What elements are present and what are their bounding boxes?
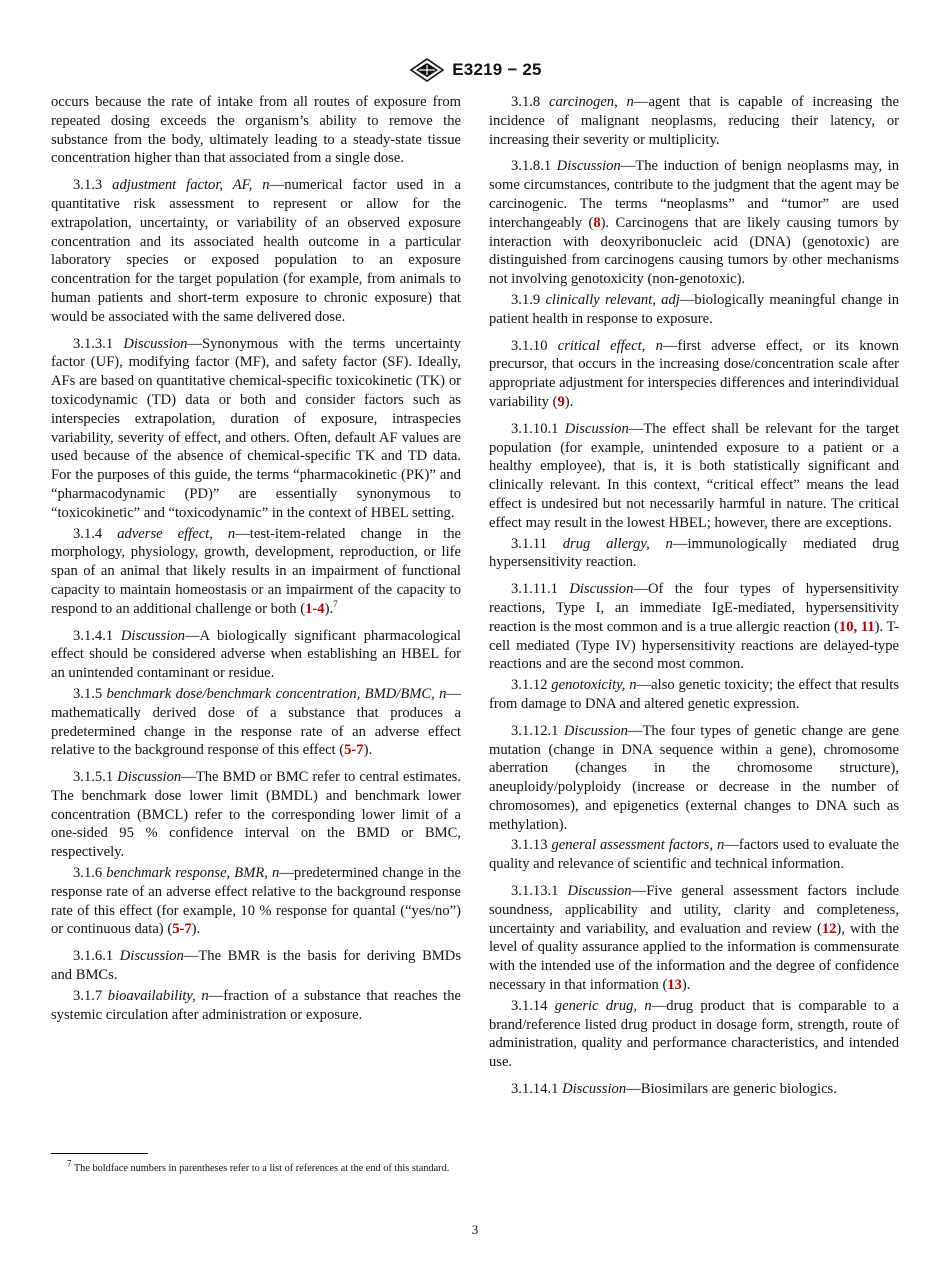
paragraph-text: 3.1.10.1 <box>511 420 565 437</box>
term-name: Discussion <box>556 158 621 175</box>
term-name: Discussion <box>569 581 634 598</box>
paragraph-text: 3.1.4 <box>73 525 118 542</box>
paragraph <box>489 836 899 874</box>
term-name: Discussion <box>564 420 629 437</box>
reference-citation: 13 <box>667 977 682 994</box>
paragraph-text: —immunologically mediated drug hypersensitivity reaction. <box>489 535 899 571</box>
paragraph-text: ), with the level of quality assurance applied to the information is commensurate with the intended use of the information and the degree of confidence necessary in that information ( <box>489 920 899 994</box>
term-name: Discussion <box>119 948 184 965</box>
paragraph <box>489 93 899 149</box>
paragraph <box>51 525 461 619</box>
standard-designation: E3219 − 25 <box>452 60 542 79</box>
reference-citation: 5-7 <box>344 742 364 759</box>
left-column <box>51 93 461 1032</box>
footnote-marker: 7 <box>67 1158 72 1169</box>
paragraph <box>51 93 461 168</box>
paragraph-text: 3.1.9 <box>511 291 546 308</box>
footnote-reference: 7 <box>333 598 338 609</box>
paragraph <box>489 722 899 835</box>
paragraph <box>51 864 461 939</box>
paragraph-text: —Five general assessment factors include soundness, applicability and utility, clarity and completeness, uncertainty and variability, and evaluation and review ( <box>489 883 899 937</box>
paragraph <box>489 535 899 573</box>
paragraph-text: —The BMR is the basis for deriving BMDs and BMCs. <box>51 948 461 984</box>
paragraph-text: —mathematically derived dose of a substance that produces a predetermined change in the response rate of an adverse effect relative to the background response of this effect ( <box>51 685 461 759</box>
term-name: clinically relevant, adj <box>545 291 680 308</box>
paragraph-text: 3.1.5.1 <box>73 769 118 786</box>
paragraph-text: 3.1.13 <box>511 837 552 854</box>
paragraph-text: ). T-cell mediated (Type IV) hypersensitivity reactions are delayed-type reactions and are the second most common. <box>489 618 899 673</box>
paragraph-text: —Biosimilars are generic biologics. <box>626 1081 837 1098</box>
paragraph-text: ). <box>191 921 201 938</box>
paragraph-text: 3.1.6.1 <box>73 948 120 965</box>
reference-citation: 8 <box>593 214 601 231</box>
paragraph-text: —The four types of genetic change are gene mutation (change in DNA sequence within a gene), chromosome aberration (changes in the chromosome structure), aneuploidy/polyploidy (increase or decrease in the number of chromosomes), and epigenetics (external changes to DNA such as methylation). <box>489 722 900 833</box>
paragraph-text: —biologically meaningful change in patient health in response to exposure. <box>489 291 899 327</box>
footnote-text: The boldface numbers in parentheses refer to a list of references at the end of this standard. <box>73 1163 450 1174</box>
paragraph-text: —The effect shall be relevant for the target population (for example, unintended exposure to a patient or a healthy employee), that is, it is both statistically significant and clinically relevant. In this context, “critical effect” means the lead effect is undesired but not necessarily harmful in nature. The critical effect may result in the lowest HBEL; however, there are exceptions. <box>489 420 899 531</box>
paragraph <box>489 1080 899 1099</box>
paragraph <box>51 987 461 1025</box>
paragraph-text: occurs because the rate of intake from all routes of exposure from repeated dosing exceeds the organism’s ability to remove the substance from the body, ultimately leading to a steady-state tissue concentration higher than that associated from a single dose. <box>51 94 461 167</box>
term-name: general assessment factors, n <box>551 837 725 854</box>
paragraph <box>489 997 899 1072</box>
reference-citation: 9 <box>557 393 565 410</box>
page-header <box>0 56 950 84</box>
paragraph-text: 3.1.4.1 <box>73 627 121 644</box>
paragraph-text: —A biologically significant pharmacological effect should be considered adverse when establishing an HBEL for an unintended contaminant or residue. <box>51 627 461 682</box>
paragraph-text: —predetermined change in the response rate of an adverse effect relative to the background response rate of this effect (for example, 10 % response for quantal (“yes/no”) or continuous data) ( <box>51 865 461 938</box>
term-name: Discussion <box>567 883 632 900</box>
paragraph-text: —agent that is capable of increasing the incidence of malignant neoplasms, reducing their latency, or increasing their severity or multiplicity. <box>489 94 899 148</box>
paragraph <box>489 157 899 289</box>
paragraph-text: —first adverse effect, or its known precursor, that occurs in the increasing dose/concentration scale after appropriate adjustment for interspecies differences and interindividual variability ( <box>489 337 899 410</box>
paragraph-text: 3.1.14.1 <box>511 1081 563 1098</box>
paragraph <box>51 947 461 985</box>
footnote <box>51 1158 461 1176</box>
paragraph-text: ). <box>681 977 691 994</box>
paragraph-text: 3.1.3 <box>73 177 113 194</box>
paragraph-text: 3.1.6 <box>73 865 107 882</box>
paragraph-text: —drug product that is comparable to a brand/reference listed drug product in dosage form, strength, route of administration, quality and performance characteristics, and intended use. <box>489 997 899 1071</box>
reference-citation: 12 <box>821 920 837 937</box>
paragraph-text: ). <box>564 393 574 410</box>
paragraph-text: 3.1.11 <box>511 535 563 552</box>
term-name: adverse effect, n <box>117 525 236 542</box>
paragraph <box>489 291 899 329</box>
term-name: genotoxicity, n <box>551 677 637 694</box>
paragraph-text: —factors used to evaluate the quality and relevance of scientific and technical information. <box>489 837 899 873</box>
paragraph <box>489 676 899 714</box>
term-name: generic drug, n <box>554 997 652 1014</box>
paragraph <box>51 768 461 862</box>
paragraph-text: —The BMD or BMC refer to central estimates. The benchmark dose lower limit (BMDL) and benchmark lower concentration (BMCL) refer to the corresponding lower limit of a one-sided 95 % confidence interval on the BMD or BMC, respectively. <box>51 769 461 861</box>
paragraph-text: 3.1.8.1 <box>511 158 557 175</box>
paragraph-text: 3.1.5 <box>73 685 107 702</box>
paragraph-text: —also genetic toxicity; the effect that results from damage to DNA and altered genetic expression. <box>489 677 900 712</box>
paragraph <box>489 337 899 412</box>
paragraph-text: —fraction of a substance that reaches the systemic circulation after administration or exposure. <box>51 987 461 1023</box>
paragraph <box>51 685 461 760</box>
paragraph-text: 3.1.3.1 <box>73 335 124 352</box>
page-number: 3 <box>471 1222 479 1237</box>
term-name: Discussion <box>117 769 182 786</box>
paragraph-text: 3.1.12 <box>511 677 552 694</box>
paragraph <box>51 176 461 326</box>
paragraph-text: ). <box>324 600 334 617</box>
term-name: critical effect, n <box>557 337 663 354</box>
paragraph <box>51 335 461 523</box>
paragraph <box>489 882 899 995</box>
paragraph-text: —The induction of benign neoplasms may, in some circumstances, contribute to the judgment that the agent may be carcinogenic. The terms “neoplasms” and “tumor” are used interchangeably ( <box>489 158 900 231</box>
paragraph-text: 3.1.13.1 <box>511 883 568 900</box>
reference-citation: 5-7 <box>172 921 192 938</box>
paragraph <box>51 627 461 683</box>
paragraph-text: —Synonymous with the terms uncertainty factor (UF), modifying factor (MF), and safety factor (SF). Ideally, AFs are based on quantitative chemical-specific toxicokinetic (TK) or toxicodynamic (TD) data or both and consider factors such as interspecies extrapolation, duration of exposure, intraspecies variability, severity of effect, and others. Often, default AF values are used because of the absence of chemical-specific TK and TD data. For the purposes of this guide, the terms “pharmacokinetic (PK)” and “pharmacodynamic (PD)” are essentially synonymous to “toxicokinetic” and “toxicodynamic” in the context of HBEL setting. <box>51 335 461 521</box>
term-name: Discussion <box>123 335 188 352</box>
term-name: Discussion <box>562 1081 627 1098</box>
reference-citation: 10, 11 <box>838 618 875 635</box>
term-name: bioavailability, n <box>107 987 209 1004</box>
paragraph-text: —test-item-related change in the morphology, physiology, growth, development, reproduction, or life span of an animal that likely results in an impairment of functional capacity to maintain homeostasis or an impairment of the capacity to respond to an additional challenge or both ( <box>51 525 461 617</box>
term-name: drug allergy, n <box>562 535 673 552</box>
footnote-rule <box>51 1153 148 1154</box>
paragraph-text: 3.1.7 <box>73 987 108 1004</box>
paragraph <box>489 580 899 674</box>
paragraph-text: 3.1.10 <box>511 337 558 354</box>
term-name: benchmark response, BMR, n <box>106 865 280 882</box>
paragraph-text: 3.1.11.1 <box>511 581 570 598</box>
paragraph-text: 3.1.14 <box>511 997 555 1014</box>
astm-logo-icon <box>408 57 446 83</box>
term-name: carcinogen, n <box>549 94 634 110</box>
reference-citation: 1-4 <box>305 600 325 617</box>
right-column <box>489 93 899 1107</box>
paragraph-text: —Of the four types of hypersensitivity reactions, Type I, an immediate IgE-mediated, hypersensitivity reaction is the most common and is a true allergic reaction ( <box>489 581 899 635</box>
paragraph-text: —numerical factor used in a quantitative risk assessment to represent or allow for the extrapolation, uncertainty, or variability of an observed exposure concentration and its associated health outcome in a particular laboratory species or exposed population to an exposure concentration for the target population (for example, from animals to human patients and short-term exposure to chronic exposure) that would be associated with the same delivered dose. <box>51 177 461 325</box>
paragraph-text: 3.1.8 <box>511 94 549 110</box>
term-name: benchmark dose/benchmark concentration, BMD/BMC, n <box>106 685 447 702</box>
paragraph-text: ). Carcinogens that are likely causing tumors by interaction with deoxyribonucleic acid (DNA) (genotoxic) are distinguished from carcinogens causing tumors by other mechanisms not involving genotoxicity (non-genotoxic). <box>489 214 900 288</box>
paragraph-text: ). <box>363 742 373 759</box>
term-name: Discussion <box>120 627 185 644</box>
paragraph-text: 3.1.12.1 <box>511 722 564 739</box>
term-name: adjustment factor, AF, n <box>112 177 270 194</box>
paragraph <box>489 420 899 533</box>
term-name: Discussion <box>563 722 628 739</box>
